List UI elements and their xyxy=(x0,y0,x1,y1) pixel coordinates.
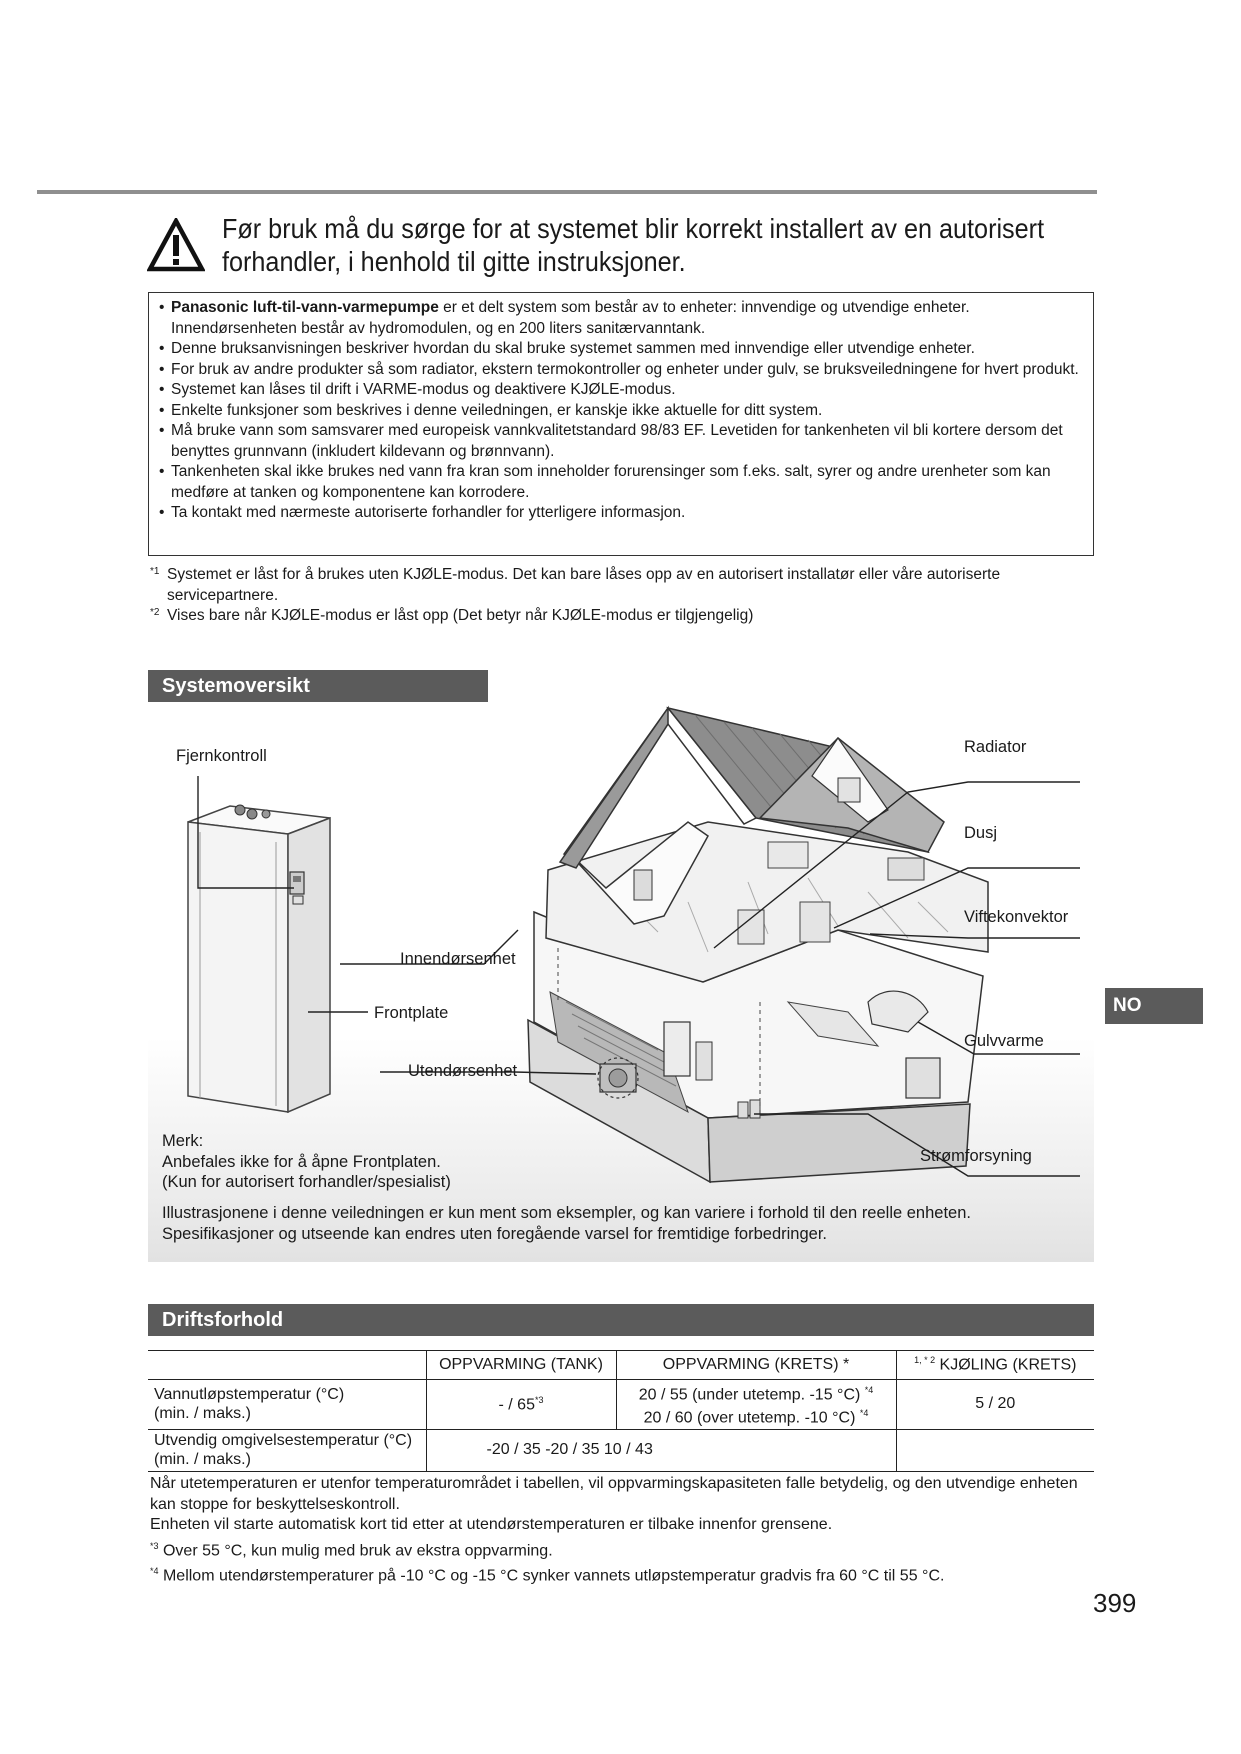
label-floor-heating: Gulvvarme xyxy=(964,1032,1044,1050)
warning-title-line2: forhandler, i henhold til gitte instruksjoner. xyxy=(222,246,686,277)
label-remote-control: Fjernkontroll xyxy=(176,747,267,765)
cell-line xyxy=(623,1381,890,1404)
footnote-text: Systemet er låst for å brukes uten KJØLE-modus. Det kan bare låses opp av en autorisert installatør eller våre autoriserte servicepartnere. xyxy=(167,566,1001,604)
info-item: • For bruk av andre produkter så som radiator, ekstern termokontroller og enheter under gulv, se bruksveiledningene for hvert produkt. xyxy=(159,360,1089,381)
bottom-note-line: Enheten vil starte automatisk kort tid etter at utendørstemperaturen er tilbake innenfor grensene. xyxy=(150,1516,833,1533)
language-tab-no: NO xyxy=(1105,988,1203,1024)
row-label-line: (min. / maks.) xyxy=(154,1451,251,1469)
table-header-row xyxy=(148,1351,1094,1380)
footnote-mark: *4 xyxy=(150,1566,159,1577)
cell-cooling-value: 5 / 20 xyxy=(896,1380,1094,1430)
info-item: • Systemet kan låses til drift i VARME-modus og deaktivere KJØLE-modus. xyxy=(159,380,1089,401)
footnote-3 xyxy=(150,1536,1100,1562)
label-fan-convector: Viftekonvektor xyxy=(964,908,1069,926)
row-label-water-outlet xyxy=(148,1380,426,1430)
info-item: • Enkelte funksjoner som beskrives i denne veiledningen, er kanskje ikke aktuelle for ditt system. xyxy=(159,401,1089,422)
footnote-text: Mellom utendørstemperaturer på -10 °C og -15 °C synker vannets utløpstemperatur gradvis fra 60 °C til 55 °C. xyxy=(162,1567,945,1585)
cell-ambient-values: -20 / 35 -20 / 35 10 / 43 xyxy=(426,1429,896,1471)
info-box xyxy=(148,292,1094,556)
note-block xyxy=(162,1131,451,1193)
house-drawing xyxy=(528,708,988,1182)
info-item: • Denne bruksanvisningen beskriver hvordan du skal bruke systemet sammen med innvendige eller utvendige enheter. xyxy=(159,339,1089,360)
section-heading-operating-conditions: Driftsforhold xyxy=(148,1304,1094,1336)
cell-footnote: *3 xyxy=(534,1394,544,1405)
footnote-2 xyxy=(150,606,1090,627)
col-heating-circuit: OPPVARMING (KRETS) * xyxy=(616,1351,896,1380)
bottom-notes xyxy=(150,1474,1100,1587)
info-item-text: er et delt system som består av to enheter: innvendige og utvendige enheter. Innendørsenheten består av hydromodulen, og en 200 liters sanitærvanntank. xyxy=(171,299,970,337)
top-rule xyxy=(37,190,1097,194)
info-item: • Ta kontakt med nærmeste autoriserte forhandler for ytterligere informasjon. xyxy=(159,503,1089,524)
table-row xyxy=(148,1380,1094,1430)
table-header-empty xyxy=(148,1351,426,1380)
info-item: • Tankenheten skal ikke brukes ned vann fra kran som inneholder forurensinger som f.eks. salt, syrer og andre urenheter som kan medføre at tanken og komponentene kan korrodere. xyxy=(159,462,1089,503)
cell-text: - / 65 xyxy=(498,1395,535,1413)
cell-tank-value xyxy=(426,1380,616,1430)
footnotes-top xyxy=(150,565,1090,627)
footnote-mark: *3 xyxy=(150,1540,159,1551)
col-heating-tank: OPPVARMING (TANK) xyxy=(426,1351,616,1380)
disclaimer-line: Spesifikasjoner og utseende kan endres uten foregående varsel for fremtidige forbedringer. xyxy=(162,1225,827,1243)
info-list xyxy=(159,298,1089,524)
label-shower: Dusj xyxy=(964,824,998,842)
cell-footnote: *4 xyxy=(864,1385,874,1395)
label-power-supply: Strømforsyning xyxy=(920,1147,1032,1165)
label-front-plate: Frontplate xyxy=(374,1004,449,1022)
cell-text: 20 / 55 (under utetemp. -15 °C) xyxy=(638,1386,861,1404)
disclaimer-line: Illustrasjonene i denne veiledningen er kun ment som eksempler, og kan variere i forhold til den reelle enheten. xyxy=(162,1204,971,1222)
warning-title xyxy=(222,212,1045,278)
info-item: • Må bruke vann som samsvarer med europeisk vannkvalitetstandard 98/83 EF. Levetiden for tankenheten vil bli kortere dersom det benyttes grunnvann (inkludert kildevann og brønnvann). xyxy=(159,421,1089,462)
table-row xyxy=(148,1429,1094,1471)
warning-title-line1: Før bruk må du sørge for at systemet blir korrekt installert av en autorisert xyxy=(222,213,1045,244)
footnote-text: Vises bare når KJØLE-modus er låst opp (Det betyr når KJØLE-modus er tilgjengelig) xyxy=(167,607,754,624)
info-item-bold: Panasonic luft-til-vann-varmepumpe xyxy=(171,299,439,316)
page-number: 399 xyxy=(1093,1588,1137,1618)
info-item xyxy=(159,298,1089,339)
row-label-line: Utvendig omgivelsestemperatur (°C) xyxy=(154,1432,413,1450)
row-label-ambient xyxy=(148,1429,426,1471)
section-heading-system-overview: Systemoversikt xyxy=(148,670,488,702)
col-cooling-label: KJØLING (KRETS) xyxy=(939,1356,1077,1374)
label-outdoor-unit: Utendørsenhet xyxy=(408,1062,518,1080)
cell-empty xyxy=(896,1429,1094,1471)
indoor-unit-drawing xyxy=(188,805,330,1112)
cell-circuit-value xyxy=(616,1380,896,1430)
note-line: (Kun for autorisert forhandler/spesialist) xyxy=(162,1173,451,1191)
bottom-note-line: Når utetemperaturen er utenfor temperaturområdet i tabellen, vil oppvarmingskapasiteten falle betydelig, og den utvendige enheten kan stoppe for beskyttelseskontroll. xyxy=(150,1475,1078,1513)
footnote-mark: *2 xyxy=(150,607,160,618)
row-label-line: (min. / maks.) xyxy=(154,1405,251,1423)
cell-footnote: *4 xyxy=(859,1408,869,1419)
footnote-1 xyxy=(150,565,1090,606)
row-label-line: Vannutløpstemperatur (°C) xyxy=(154,1386,345,1404)
col-cooling-circuit xyxy=(896,1351,1094,1380)
label-indoor-unit: Innendørsenhet xyxy=(400,950,516,968)
cell-line xyxy=(623,1404,890,1427)
footnote-mark: *1 xyxy=(150,566,160,577)
illustration-disclaimer xyxy=(162,1203,971,1245)
footnote-text: Over 55 °C, kun mulig med bruk av ekstra oppvarming. xyxy=(162,1541,553,1559)
warning-triangle-icon xyxy=(147,218,205,272)
footnote-4 xyxy=(150,1561,1100,1587)
label-radiator: Radiator xyxy=(964,738,1027,756)
note-line: Anbefales ikke for å åpne Frontplaten. xyxy=(162,1152,441,1171)
cell-text: 20 / 60 (over utetemp. -10 °C) xyxy=(643,1409,856,1427)
operating-conditions-table xyxy=(148,1350,1094,1472)
col-cooling-footnote: 1, * 2 xyxy=(914,1355,936,1366)
note-title: Merk: xyxy=(162,1132,204,1150)
